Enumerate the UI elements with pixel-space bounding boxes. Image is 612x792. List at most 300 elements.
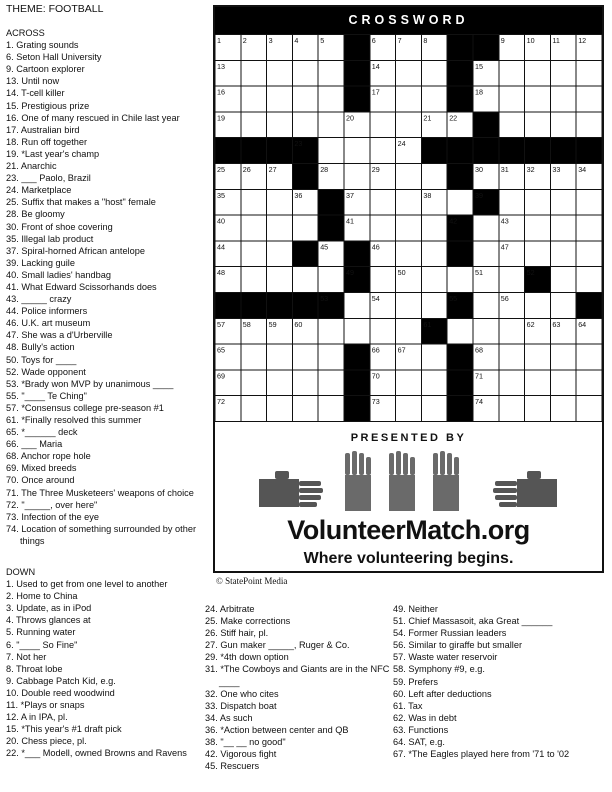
answer-cell[interactable] — [267, 189, 293, 215]
down-clue: 42. Vigorous fight — [205, 749, 277, 760]
answer-cell[interactable] — [318, 344, 344, 370]
cell-number: 48 — [217, 268, 225, 278]
cell-number: 71 — [475, 371, 483, 381]
down-clue: 56. Similar to giraffe but smaller — [393, 640, 523, 651]
black-cell — [267, 293, 293, 319]
black-cell — [344, 344, 370, 370]
cell-number: 3 — [268, 36, 273, 45]
cell-number: 62 — [526, 319, 535, 329]
across-clue: 70. Once around — [6, 475, 75, 486]
answer-cell[interactable] — [396, 86, 422, 112]
down-clue: 1. Used to get from one level to another — [6, 579, 168, 590]
cell-number: 25 — [217, 165, 225, 174]
answer-cell[interactable] — [241, 112, 267, 138]
across-clue: 69. Mixed breeds — [6, 463, 77, 474]
cell-number: 58 — [242, 319, 251, 329]
answer-cell[interactable] — [447, 189, 473, 215]
cell-number: 31 — [500, 165, 509, 174]
cell-number: 51 — [475, 268, 483, 278]
across-clue: 23. ___ Paolo, Brazil — [6, 173, 91, 184]
down-clue: 67. *The Eagles played here from '71 to '02 — [393, 749, 570, 760]
across-clue: 28. Be gloomy — [6, 209, 65, 220]
answer-cell[interactable] — [421, 370, 447, 396]
cell-number: 5 — [320, 36, 325, 45]
cell-number: 52 — [526, 268, 535, 278]
crossword-board — [213, 5, 604, 573]
cell-number: 26 — [242, 165, 251, 174]
answer-cell[interactable] — [241, 267, 267, 293]
black-cell — [241, 293, 267, 319]
down-clue: 57. Waste water reservoir — [393, 652, 498, 663]
answer-cell[interactable] — [550, 189, 576, 215]
cell-number: 6 — [371, 36, 376, 45]
cell-number: 64 — [578, 319, 587, 329]
answer-cell[interactable] — [550, 396, 576, 422]
answer-cell[interactable] — [318, 396, 344, 422]
down-clue: 45. Rescuers — [205, 761, 260, 772]
answer-cell[interactable] — [473, 318, 499, 344]
across-clue: 41. What Edward Scissorhands does — [6, 281, 157, 292]
answer-cell[interactable] — [550, 241, 576, 267]
cell-number: 35 — [217, 190, 225, 200]
down-clue: 12. A in IPA, pl. — [6, 712, 68, 723]
across-clue: 44. Police informers — [6, 306, 88, 317]
down-clue: 60. Left after deductions — [393, 688, 492, 699]
black-cell — [447, 86, 473, 112]
answer-cell[interactable] — [550, 344, 576, 370]
across-clue: 21. Anarchic — [6, 161, 57, 172]
black-cell — [292, 293, 318, 319]
answer-cell[interactable] — [241, 86, 267, 112]
answer-cell[interactable] — [421, 344, 447, 370]
cell-number: 49 — [346, 268, 354, 278]
across-clue: 35. Illegal lab product — [6, 233, 94, 244]
answer-cell[interactable] — [318, 318, 344, 344]
answer-cell[interactable] — [344, 293, 370, 319]
across-clue: 71. The Three Musketeers' weapons of choice — [6, 487, 194, 498]
across-clue: 53. *Brady won MVP by unanimous ____ — [6, 378, 174, 389]
answer-cell[interactable] — [241, 396, 267, 422]
down-list-1 — [6, 578, 206, 759]
answer-cell[interactable] — [267, 86, 293, 112]
cell-number: 1 — [217, 36, 221, 45]
answer-cell[interactable] — [267, 60, 293, 86]
crossword-banner: CROSSWORD — [215, 7, 602, 34]
answer-cell[interactable] — [241, 60, 267, 86]
answer-cell[interactable] — [576, 370, 602, 396]
across-clue: 40. Small ladies' handbag — [6, 269, 111, 280]
answer-cell[interactable] — [499, 86, 525, 112]
answer-cell[interactable] — [241, 189, 267, 215]
answer-cell[interactable] — [576, 112, 602, 138]
answer-cell[interactable] — [370, 215, 396, 241]
down-clue: 9. Cabbage Patch Kid, e.g. — [6, 675, 116, 686]
answer-cell[interactable] — [550, 215, 576, 241]
down-clue: 10. Double reed woodwind — [6, 687, 115, 698]
across-clue: 55. "____ Te Ching" — [6, 390, 87, 401]
cell-number: 34 — [578, 165, 587, 174]
down-clue: 29. *4th down option — [205, 652, 289, 663]
answer-cell[interactable] — [396, 215, 422, 241]
answer-cell[interactable] — [447, 318, 473, 344]
answer-cell[interactable] — [292, 344, 318, 370]
answer-cell[interactable] — [344, 164, 370, 190]
answer-cell[interactable] — [370, 267, 396, 293]
black-cell — [344, 86, 370, 112]
answer-cell[interactable] — [525, 215, 551, 241]
black-cell — [447, 164, 473, 190]
cell-number: 2 — [242, 36, 247, 45]
presented-by-label: PRESENTED BY — [350, 432, 467, 444]
cell-number: 17 — [371, 87, 380, 97]
cell-number: 74 — [475, 397, 483, 407]
across-clue: 68. Anchor rope hole — [6, 451, 91, 462]
answer-cell[interactable] — [370, 318, 396, 344]
cell-number: 42 — [449, 216, 458, 226]
across-clue: 57. *Consensus college pre-season #1 — [6, 402, 164, 413]
black-cell — [344, 370, 370, 396]
answer-cell[interactable] — [525, 86, 551, 112]
answer-cell[interactable] — [576, 189, 602, 215]
answer-cell[interactable] — [499, 112, 525, 138]
across-clue: 74. Location of something surrounded by other things — [6, 523, 196, 546]
answer-cell[interactable] — [421, 60, 447, 86]
across-clue: 66. ___ Maria — [6, 439, 63, 450]
answer-cell[interactable] — [499, 60, 525, 86]
black-cell — [447, 396, 473, 422]
down-clue: 4. Throws glances at — [6, 615, 91, 626]
black-cell — [318, 189, 344, 215]
down-list-2 — [205, 603, 390, 772]
cell-number: 21 — [423, 113, 432, 123]
answer-cell[interactable] — [396, 112, 422, 138]
down-clue: 33. Dispatch boat — [205, 700, 277, 711]
answer-cell[interactable] — [292, 112, 318, 138]
answer-cell[interactable] — [525, 293, 551, 319]
across-clue: 1. Grating sounds — [6, 40, 79, 51]
down-clue: 2. Home to China — [6, 591, 78, 602]
across-clue: 9. Cartoon explorer — [6, 64, 85, 75]
down-clue: 25. Make corrections — [205, 616, 291, 627]
black-cell — [525, 138, 551, 164]
answer-cell[interactable] — [499, 370, 525, 396]
across-clue: 16. One of many rescued in Chile last year — [6, 112, 180, 123]
cell-number: 30 — [475, 165, 483, 174]
cell-number: 41 — [346, 216, 354, 226]
down-clue: 26. Stiff hair, pl. — [205, 628, 269, 639]
cell-number: 63 — [552, 319, 561, 329]
answer-cell[interactable] — [499, 189, 525, 215]
across-clue: 15. Prestigious prize — [6, 100, 90, 111]
cell-number: 44 — [217, 242, 225, 252]
across-clue: 72. "_____, over here" — [6, 499, 98, 510]
hands-logo-icon — [255, 449, 565, 515]
answer-cell[interactable] — [241, 215, 267, 241]
cell-number: 10 — [526, 36, 535, 45]
down-clue: 49. Neither — [393, 604, 438, 614]
down-clue: 3. Update, as in iPod — [6, 603, 92, 614]
down-clues-col3 — [393, 603, 608, 760]
cell-number: 29 — [371, 165, 380, 174]
cell-number: 54 — [371, 294, 380, 303]
answer-cell[interactable] — [576, 267, 602, 293]
across-clue: 39. Lacking guile — [6, 257, 75, 268]
logo-suffix: .org — [480, 515, 530, 545]
black-cell — [241, 138, 267, 164]
volunteermatch-logo — [215, 515, 602, 546]
across-clue: 73. Infection of the eye — [6, 511, 99, 522]
answer-cell[interactable] — [396, 189, 422, 215]
answer-cell[interactable] — [344, 318, 370, 344]
answer-cell[interactable] — [576, 396, 602, 422]
black-cell — [318, 215, 344, 241]
cell-number: 55 — [449, 294, 458, 303]
answer-cell[interactable] — [550, 267, 576, 293]
black-cell — [292, 164, 318, 190]
answer-cell[interactable] — [318, 112, 344, 138]
black-cell — [447, 241, 473, 267]
answer-cell[interactable] — [318, 138, 344, 164]
down-clue: 22. *___ Modell, owned Browns and Ravens — [6, 748, 187, 759]
across-clue: 14. T-cell killer — [6, 88, 65, 99]
answer-cell[interactable] — [576, 241, 602, 267]
black-cell — [344, 60, 370, 86]
answer-cell[interactable] — [396, 164, 422, 190]
answer-cell[interactable] — [267, 112, 293, 138]
across-clue: 50. Toys for ____ — [6, 354, 77, 365]
down-clue: 11. *Plays or snaps — [6, 700, 85, 711]
cell-number: 40 — [217, 216, 225, 226]
answer-cell[interactable] — [370, 112, 396, 138]
across-clue: 30. Front of shoe covering — [6, 221, 113, 232]
answer-cell[interactable] — [421, 241, 447, 267]
answer-cell[interactable] — [499, 396, 525, 422]
down-clue: 7. Not her — [6, 651, 47, 662]
down-clue: 58. Symphony #9, e.g. — [393, 664, 485, 675]
black-cell — [215, 293, 241, 319]
black-cell — [344, 396, 370, 422]
cell-number: 72 — [217, 397, 225, 407]
crossword-grid — [215, 34, 602, 432]
down-clue: 5. Running water — [6, 627, 76, 638]
answer-cell[interactable] — [241, 241, 267, 267]
cell-number: 22 — [449, 113, 458, 123]
answer-cell[interactable] — [499, 344, 525, 370]
cell-number: 39 — [475, 190, 483, 200]
answer-cell[interactable] — [267, 396, 293, 422]
cell-number: 15 — [475, 61, 483, 71]
cell-number: 37 — [346, 190, 354, 200]
answer-cell[interactable] — [499, 267, 525, 293]
black-cell — [267, 138, 293, 164]
answer-cell[interactable] — [267, 215, 293, 241]
black-cell — [499, 138, 525, 164]
answer-cell[interactable] — [473, 215, 499, 241]
answer-cell[interactable] — [499, 318, 525, 344]
cell-number: 65 — [217, 345, 225, 355]
answer-cell[interactable] — [318, 267, 344, 293]
cell-number: 73 — [371, 397, 380, 407]
cell-number: 14 — [371, 61, 380, 71]
answer-cell[interactable] — [525, 344, 551, 370]
black-cell — [421, 138, 447, 164]
answer-cell[interactable] — [292, 86, 318, 112]
across-clue: 61. *Finally resolved this summer — [6, 415, 142, 425]
answer-cell[interactable] — [292, 215, 318, 241]
cell-number: 4 — [294, 36, 299, 45]
answer-cell[interactable] — [550, 293, 576, 319]
answer-cell[interactable] — [292, 267, 318, 293]
cell-number: 24 — [397, 139, 406, 149]
down-clue: 61. Tax — [393, 700, 423, 711]
black-cell — [344, 241, 370, 267]
black-cell — [344, 35, 370, 61]
cell-number: 61 — [423, 319, 432, 329]
answer-cell[interactable] — [396, 293, 422, 319]
black-cell — [473, 112, 499, 138]
answer-cell[interactable] — [576, 215, 602, 241]
answer-cell[interactable] — [267, 241, 293, 267]
across-clue: 24. Marketplace — [6, 185, 72, 196]
across-clue: 47. She was a d'Urberville — [6, 330, 113, 341]
answer-cell[interactable] — [267, 344, 293, 370]
down-clue: 31. *The Cowboys and Giants are in the NFC ____ — [205, 664, 390, 687]
answer-cell[interactable] — [525, 189, 551, 215]
cell-number: 23 — [294, 139, 303, 149]
cell-number: 16 — [217, 87, 225, 97]
answer-cell[interactable] — [292, 60, 318, 86]
answer-cell[interactable] — [550, 86, 576, 112]
cell-number: 66 — [371, 345, 380, 355]
answer-cell[interactable] — [241, 344, 267, 370]
cell-number: 20 — [346, 113, 354, 123]
down-clue: 20. Chess piece, pl. — [6, 736, 87, 747]
cell-number: 67 — [397, 345, 406, 355]
across-list — [6, 39, 211, 547]
black-cell — [473, 35, 499, 61]
answer-cell[interactable] — [396, 318, 422, 344]
cell-number: 56 — [500, 294, 509, 303]
down-clue: 32. One who cites — [205, 688, 279, 699]
answer-cell[interactable] — [525, 241, 551, 267]
black-cell — [447, 35, 473, 61]
answer-cell[interactable] — [344, 138, 370, 164]
down-clue: 24. Arbitrate — [205, 604, 255, 614]
answer-cell[interactable] — [370, 189, 396, 215]
cell-number: 32 — [526, 165, 535, 174]
answer-cell[interactable] — [370, 138, 396, 164]
across-clue: 48. Bully's action — [6, 342, 75, 353]
cell-number: 38 — [423, 190, 432, 200]
answer-cell[interactable] — [550, 370, 576, 396]
down-clues-col2 — [205, 603, 390, 772]
black-cell — [550, 138, 576, 164]
across-clue: 65. *______ deck — [6, 427, 78, 438]
answer-cell[interactable] — [318, 60, 344, 86]
answer-cell[interactable] — [525, 60, 551, 86]
answer-cell[interactable] — [421, 86, 447, 112]
black-cell — [447, 370, 473, 396]
answer-cell[interactable] — [292, 370, 318, 396]
answer-cell[interactable] — [421, 396, 447, 422]
answer-cell[interactable] — [447, 267, 473, 293]
cell-number: 43 — [500, 216, 509, 226]
black-cell — [447, 344, 473, 370]
cell-number: 70 — [371, 371, 380, 381]
down-header: DOWN — [6, 567, 36, 577]
answer-cell[interactable] — [525, 112, 551, 138]
cell-number: 18 — [475, 87, 483, 97]
answer-cell[interactable] — [550, 60, 576, 86]
across-clue: 25. Suffix that makes a "host" female — [6, 197, 156, 208]
black-cell — [473, 138, 499, 164]
down-clue: 36. *Action between center and QB — [205, 724, 349, 735]
cell-number: 8 — [423, 36, 428, 45]
down-clue: 6. "____ So Fine" — [6, 639, 78, 650]
cell-number: 28 — [320, 165, 329, 174]
answer-cell[interactable] — [473, 293, 499, 319]
answer-cell[interactable] — [396, 396, 422, 422]
cell-number: 33 — [552, 165, 561, 174]
answer-cell[interactable] — [525, 370, 551, 396]
cell-number: 57 — [217, 319, 225, 329]
across-header: ACROSS — [6, 28, 45, 38]
credit-line: © StatePoint Media — [216, 576, 288, 586]
answer-cell[interactable] — [576, 86, 602, 112]
down-clue: 59. Prefers — [393, 676, 438, 687]
answer-cell[interactable] — [421, 164, 447, 190]
cell-number: 53 — [320, 294, 329, 303]
answer-cell[interactable] — [576, 60, 602, 86]
black-cell — [576, 293, 602, 319]
cell-number: 27 — [268, 165, 277, 174]
answer-cell[interactable] — [421, 215, 447, 241]
down-clue: 64. SAT, e.g. — [393, 737, 445, 748]
answer-cell[interactable] — [421, 267, 447, 293]
answer-cell[interactable] — [421, 293, 447, 319]
answer-cell[interactable] — [576, 344, 602, 370]
answer-cell[interactable] — [241, 370, 267, 396]
cell-number: 59 — [268, 319, 277, 329]
cell-number: 60 — [294, 319, 303, 329]
answer-cell[interactable] — [396, 241, 422, 267]
answer-cell[interactable] — [318, 86, 344, 112]
black-cell — [447, 60, 473, 86]
down-clue: 34. As such — [205, 712, 253, 723]
answer-cell[interactable] — [550, 112, 576, 138]
answer-cell[interactable] — [267, 267, 293, 293]
across-clue: 18. Run off together — [6, 136, 88, 147]
cell-number: 9 — [500, 36, 505, 45]
cell-number: 13 — [217, 61, 225, 71]
answer-cell[interactable] — [267, 370, 293, 396]
answer-cell[interactable] — [318, 370, 344, 396]
answer-cell[interactable] — [292, 396, 318, 422]
cell-number: 7 — [397, 36, 402, 45]
logo-name: VolunteerMatch — [287, 515, 481, 545]
down-clue: 27. Gun maker _____, Ruger & Co. — [205, 640, 350, 651]
answer-cell[interactable] — [525, 396, 551, 422]
theme-label: THEME: FOOTBALL — [6, 3, 104, 15]
cell-number: 12 — [578, 36, 587, 45]
cell-number: 45 — [320, 242, 329, 252]
answer-cell[interactable] — [473, 241, 499, 267]
down-clue: 51. Chief Massasoit, aka Great ______ — [393, 616, 553, 627]
cell-number: 36 — [294, 190, 303, 200]
answer-cell[interactable] — [396, 60, 422, 86]
across-clue: 19. *Last year's champ — [6, 148, 100, 159]
answer-cell[interactable] — [396, 370, 422, 396]
